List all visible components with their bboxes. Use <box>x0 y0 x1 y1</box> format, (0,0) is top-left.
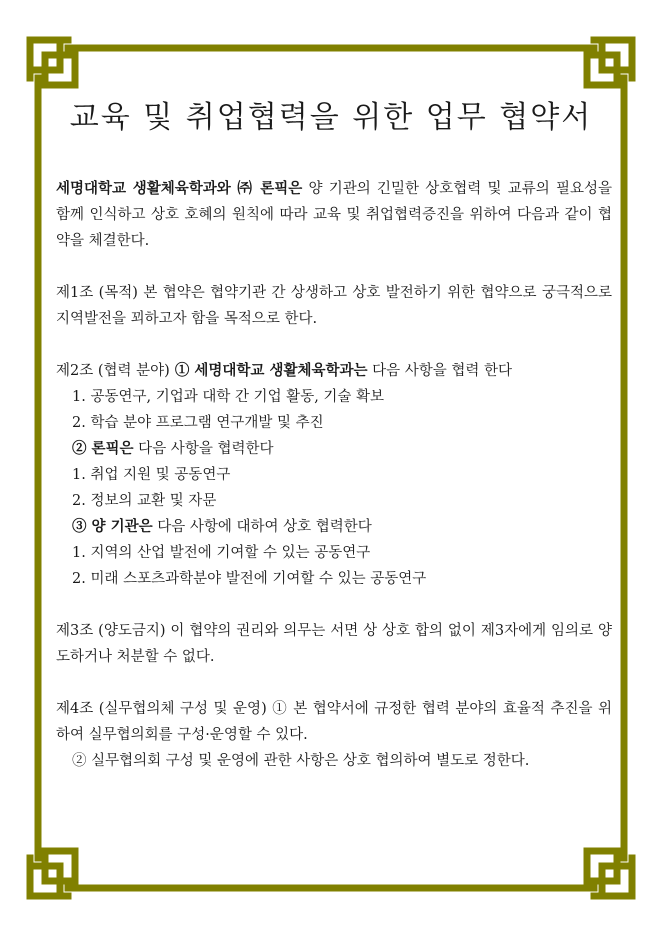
article-2 <box>56 358 612 592</box>
intro-parties: 세명대학교 생활체육학과와 ㈜ 론픽은 <box>56 180 303 197</box>
intro-text: 양 기관의 긴밀한 상호협력 및 교류의 필요성을 함께 인식하고 상호 호혜의 원칙에 따라 교육 및 취업협력증진을 위하여 다음과 같이 협약을 체결한다. <box>56 181 613 249</box>
intro-paragraph <box>56 176 612 254</box>
list-item: 2. 미래 스포츠과학분야 발전에 기여할 수 있는 공동연구 <box>72 571 427 587</box>
article-1 <box>56 280 612 332</box>
article-1-text: 본 협약은 협약기관 간 상생하고 상호 발전하기 위한 협약으로 궁극적으로 지역발전을 꾀하고자 함을 목적으로 한다. <box>56 285 612 327</box>
article-2-line-1: 제2조 (협력 분야) ① 세명대학교 생활체육학과는 다음 사항을 협력 한다 <box>56 362 513 379</box>
document-body <box>56 176 612 774</box>
list-item: 1. 공동연구, 기업과 대학 간 기업 활동, 기술 확보 <box>72 389 385 405</box>
article-4-heading: 제4조 (실무협의체 구성 및 운영) <box>56 701 267 717</box>
list-item: 2. 학습 분야 프로그램 연구개발 및 추진 <box>72 415 324 431</box>
article-4-clause-1: 제4조 (실무협의체 구성 및 운영) ① 본 협약서에 규정한 협력 분야의 효율적 추진을 위하여 실무협의회를 구성·운영할 수 있다. <box>56 701 613 743</box>
article-3 <box>56 618 612 670</box>
list-item: 1. 지역의 산업 발전에 기여할 수 있는 공동연구 <box>72 545 371 561</box>
article-2-heading: 제2조 (협력 분야) <box>56 363 170 379</box>
article-4 <box>56 696 612 774</box>
article-4-clause-2: ② 실무협의회 구성 및 운영에 관한 사항은 상호 협의하여 별도로 정한다. <box>72 753 530 769</box>
list-item: 1. 취업 지원 및 공동연구 <box>72 467 231 483</box>
article-1-heading: 제1조 (목적) <box>56 285 138 301</box>
list-item: 2. 정보의 교환 및 자문 <box>72 493 217 509</box>
article-2-clause-3: ③ 양 기관은 다음 사항에 대하여 상호 협력한다 <box>72 518 372 535</box>
article-3-text: 이 협약의 권리와 의무는 서면 상 상호 합의 없이 제3자에게 임의로 양도하거나 처분할 수 없다. <box>56 623 612 665</box>
article-2-clause-2: ② 론픽은 다음 사항을 협력한다 <box>72 440 274 457</box>
document-title: 교육 및 취업협력을 위한 업무 협약서 <box>69 100 593 135</box>
article-3-heading: 제3조 (양도금지) <box>56 623 166 639</box>
